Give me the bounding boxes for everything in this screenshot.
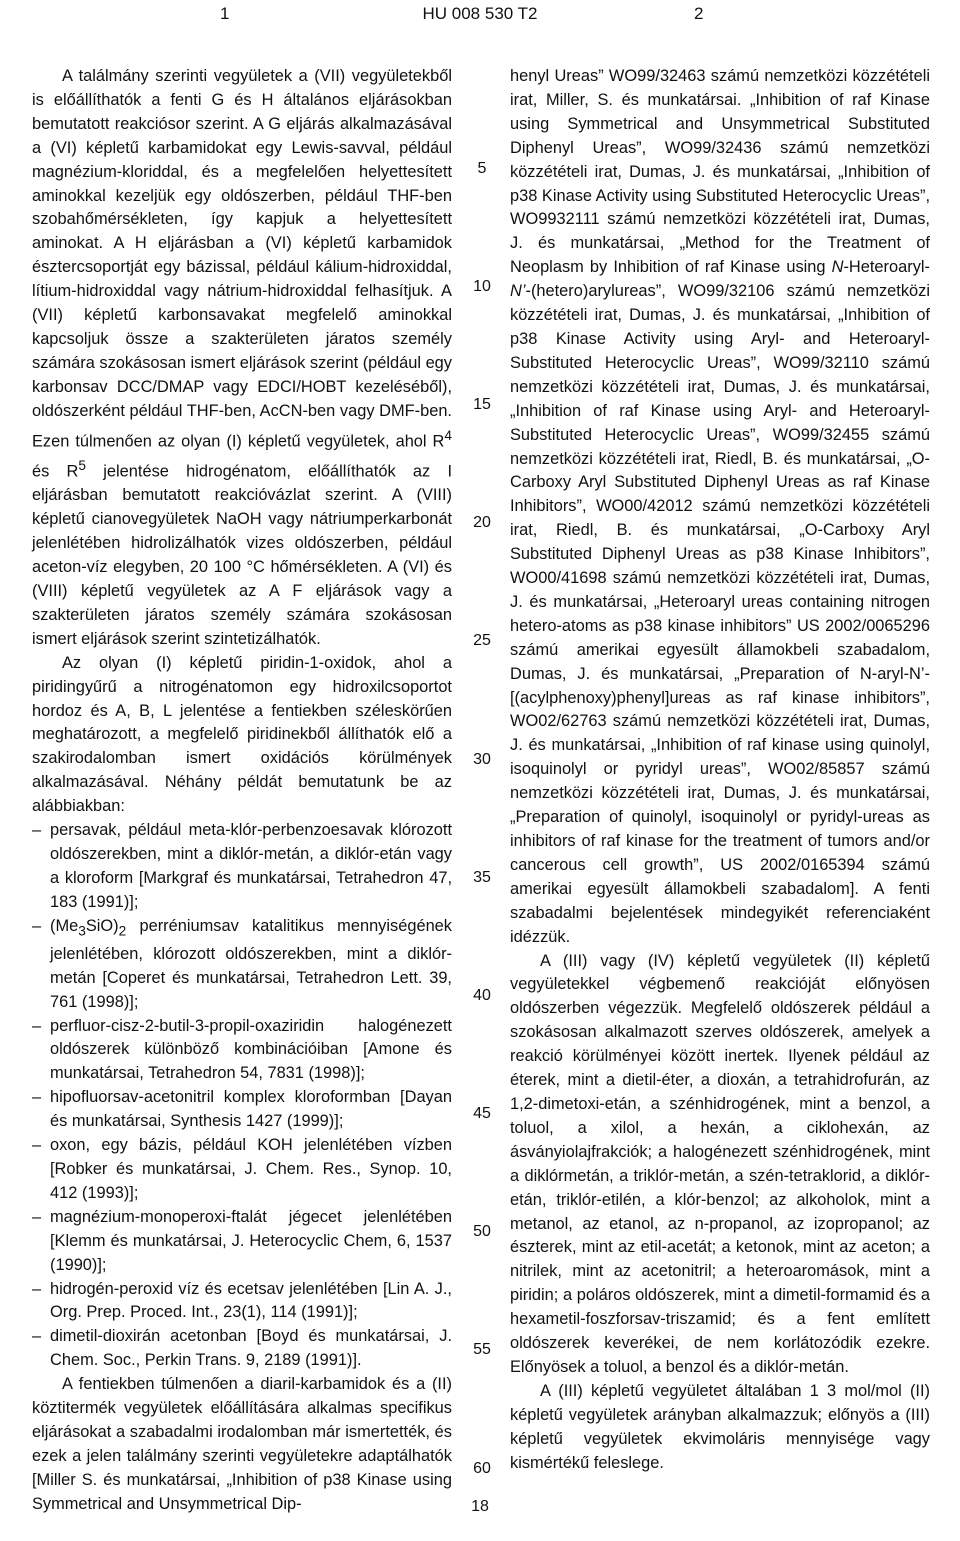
line-number: 30 (473, 751, 491, 768)
line-number: 40 (473, 987, 491, 1004)
list-item: – dimetil-dioxirán acetonban [Boyd és munkatársai, J. Chem. Soc., Perkin Trans. 9, 2189 (1991)]. (32, 1325, 452, 1373)
list-item: – hidrogén-peroxid víz és ecetsav jelenlétében [Lin A. J., Org. Prep. Proced. Int., 23(1), 114 (1991)]; (32, 1278, 452, 1326)
list-item: – $(Me_3SiO)_2$ perréniumsav katalitikus mennyiségének jelenlétében, klórozott oldószerekben, mint a diklór-metán [Coperet és munkatársai, Tetrahedron Lett. 39, 761 (1998)]; (32, 915, 452, 1015)
list-item: – perfluor-cisz-2-butil-3-propil-oxaziridin halogénezett oldószerek különböző kombinációiban [Amone és munkatársai, Tetrahedron 54, 7831 (1998)]; (32, 1015, 452, 1087)
paragraph-references: henyl Ureas” WO99/32463 számú nemzetközi közzétételi irat, Miller, S. és munkatársai. „Inhibition of raf Kinase using Symmetrical and Unsymmetrical Substituted Diphenyl Ureas”, WO99/32436 számú nemzetközi közzétételi irat, Dumas, J. és munkatársai, „Inhibition of p38 Kinase Activity using Substituted Heterocyclic Ureas”, WO9932111 számú nemzetközi közzétételi irat, Dumas, J. és munkatársai, „Method for the Treatment of Neoplasm by Inhibition of raf Kinase using N-Heteroaryl-N’-(hetero)arylureas”, WO99/32106 számú nemzetközi közzétételi irat, Dumas, J. és munkatársai, „Inhibition of p38 Kinase Activity using Aryl- and Heteroaryl- Substituted Heterocyclic Ureas”, WO99/32110 számú nemzetközi közzétételi irat, Dumas, J. és munkatársai, „Inhibition of raf Kinase using Aryl- and Heteroaryl- Substituted Heterocyclic Ureas”, WO99/32455 számú nemzetközi közzétételi irat, Riedl, B. és munkatársai, „O-Carboxy Aryl Substituted Diphenyl Ureas as raf Kinase Inhibitors”, WO00/42012 számú nemzetközi közzétételi irat, Riedl, B. és munkatársai, „O-Carboxy Aryl Substituted Diphenyl Ureas as p38 Kinase Inhibitors”, WO00/41698 számú nemzetközi közzétételi irat, Dumas, J. és munkatársai, „Heteroaryl ureas containing nitrogen hetero-atoms as p38 kinase inhibitors” US 2002/0065296 számú amerikai egyesült államokbeli szabadalom, Dumas, J. és munkatársai, „Preparation of N-aryl-N’-[(acylphenoxy)phenyl]ureas as raf kinase inhibitors”, WO02/62763 számú nemzetközi közzétételi irat, Dumas, J. és munkatársai, „Inhibition of raf kinase using quinolyl, isoquinolyl or pyridyl ureas”, WO02/85857 számú nemzetközi közzétételi irat, Dumas, J. és munkatársai, „Preparation of quinolyl, isoquinolyl or pyridyl-ureas as inhibitors of raf kinase for the treatment of tumors and/or cancerous cell growth”, US 2002/0165394 számú amerikai egyesült államokbeli szabadalom]. A fenti szabadalmi bejelentések mindegyikét referenciaként idézzük. (510, 67, 930, 946)
line-number: 50 (473, 1223, 491, 1240)
line-number: 20 (473, 514, 491, 531)
oxidation-methods-list (32, 819, 452, 1373)
page-number-left: 1 (220, 4, 230, 23)
document-id: HU 008 530 T2 (422, 4, 538, 23)
paragraph-3: A fentiekben túlmenően a diaril-karbamidok és a (II) köztitermék vegyületek előállítására alkalmas specifikus eljárásokat a szabadalmi irodalomban már ismertették, és ezek a jelen találmány szerinti vegyületekre adaptálhatók [Miller S. és munkatársai, „Inhibition of p38 Kinase using Symmetrical and Unsymmetrical Dip- (32, 1375, 452, 1513)
paragraph-solvents: A (III) vagy (IV) képletű vegyületek (II) képletű vegyületekkel végbemenő reakcióját előnyösen oldószerben végezzük. Megfelelő oldószerek például a szokásosan alkalmazott szerves oldószerek, amelyek a reakció körülményei között inertek. Ilyenek például az éterek, mint a dietil-éter, a dioxán, a tetrahidrofurán, az 1,2-dimetoxi-etán, a szénhidrogének, mint a benzol, a toluol, a xilol, a hexán, a ciklohexán, az ásványiolajfrakciók; a halogénezett szénhidrogének, mint a diklórmetán, a triklór-metán, a szén-tetraklorid, a diklór-etán, triklór-etilén, a klór-benzol; az alkoholok, mint a metanol, az etanol, az n-propanol, az izopropanol; az észterek, mint az etil-acetát; a ketonok, mint az aceton; a nitrilek, mint az acetonitril; a heteroaromások, mint a piridin; a poláros oldószerek, mint a dimetil-formamid és a hexametil-foszforsav-triszamid; és a fent említett oldószerek keverékei, de nem korlátozódik ezekre. Előnyösek a toluol, a benzol és a diklór-metán. (510, 951, 930, 1376)
line-number: 25 (473, 632, 491, 649)
paragraph-1: A találmány szerinti vegyületek a (VII) vegyületekből is előállíthatók a fenti G és H általános eljárásokban bemutatott reakciósor szerint. A G eljárás alkalmazásával a (VI) képletű karbamidokat egy Lewis-savval, például magnézium-kloriddal, és a megfelelően helyettesített aminokkal kezeljük egy oldószerben, például THF-ben szobahőmérsékleten, így kapjuk a helyettesített aminokat. A H eljárásban a (VI) képletű karbamidok észtercsoportját egy bázissal, például kálium-hidroxiddal, lítium-hidroxiddal vagy nátrium-hidroxiddal felhasítjuk. A (VII) képletű karbonsavakat megfelelő aminokkal kapcsoljuk össze a szakterületen járatos személy számára szokásosan ismert eljárások szerint (például egy karbonsav DCC/DMAP vagy EDCI/HOBT kezeléséből), oldószerként például THF-ben, AcCN-ben vagy DMF-ben. Ezen túlmenően az olyan (I) képletű vegyületek, ahol $R^4$ és $R^5$ jelentése hidrogénatom, előállíthatók az I eljárásban bemutatott reakcióvázlat szerint. A (VIII) képletű cianovegyületek NaOH vagy nátriumperkarbonát jelenlétében hidrolizálhatók vizes oldószerben, például aceton-víz elegyben, 20 100 °C hőmérsékleten. A (VI) és (VIII) képletű vegyületek az A F eljárások vagy a szakterületen járatos személy számára szokásosan ismert eljárások szerint szintetizálhatók. (32, 67, 452, 648)
line-numbers (462, 0, 502, 1541)
list-item: – hipofluorsav-acetonitril komplex kloroformban [Dayan és munkatársai, Synthesis 1427 (1999)]; (32, 1086, 452, 1134)
paragraph-2: Az olyan (I) képletű piridin-1-oxidok, ahol a piridingyűrű a nitrogénatomon egy hidroxilcsoportot hordoz és A, B, L jelentése a fentiekben széleskörűen meghatározott, a megfelelő piridinekből állíthatók elő a szakirodalomban ismert oxidációs körülmények alkalmazásával. Néhány példát bemutatunk be az alábbiakban: (32, 653, 452, 816)
left-column (32, 65, 452, 1517)
paragraph-ratio: A (III) képletű vegyületet általában 1 3 mol/mol (II) képletű vegyületek arányban alkalmazzuk; előnyös a (III) képletű vegyületek ekvimoláris mennyisége vagy kismértékű feleslege. (510, 1381, 930, 1472)
line-number: 60 (473, 1460, 491, 1477)
list-item: – oxon, egy bázis, például KOH jelenlétében vízben [Robker és munkatársai, J. Chem. Res., Synop. 10, 412 (1993)]; (32, 1134, 452, 1206)
line-number: 15 (473, 396, 491, 413)
line-number: 35 (473, 869, 491, 886)
line-number: 10 (473, 278, 491, 295)
page-footer-number: 18 (471, 1498, 489, 1515)
list-item: – magnézium-monoperoxi-ftalát jégecet jelenlétében [Klemm és munkatársai, J. Heterocyclic Chem, 6, 1537 (1990)]; (32, 1206, 452, 1278)
line-number: 5 (477, 160, 487, 177)
list-item: – persavak, például meta-klór-perbenzoesavak klórozott oldószerekben, mint a diklór-metán, a diklór-etán vagy a kloroform [Markgraf és munkatársai, Tetrahedron 47, 183 (1991)]; (32, 819, 452, 915)
line-number: 45 (473, 1105, 491, 1122)
page-number-right: 2 (694, 4, 704, 23)
right-column (510, 65, 930, 1475)
line-number: 55 (473, 1341, 491, 1358)
